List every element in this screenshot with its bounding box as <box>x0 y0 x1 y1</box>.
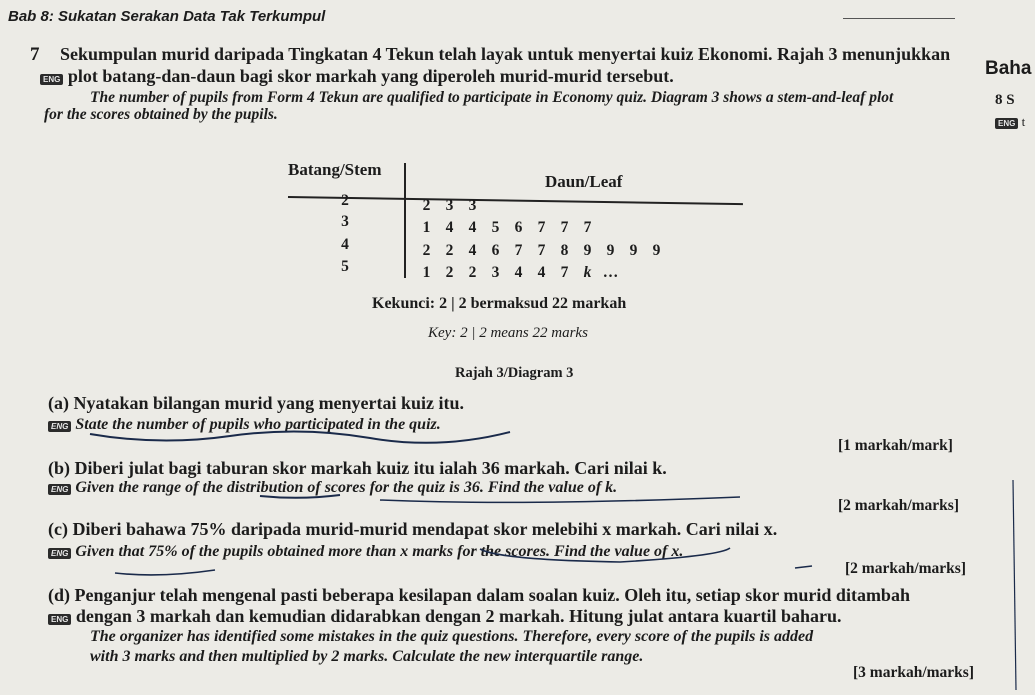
leaf-value: 7 <box>514 242 523 259</box>
stem-header: Batang/Stem <box>288 160 382 179</box>
badge-icon: ENG <box>48 614 71 625</box>
leaf-value: 2 <box>445 264 454 281</box>
part-b-ms: (b) Diberi julat bagi taburan skor markah kuiz itu ialah 36 markah. Cari nilai k. <box>48 458 667 478</box>
leaf-value: 8 <box>560 242 569 259</box>
leaf-value: 1 <box>422 264 431 281</box>
part-c-en: ENG Given that 75% of the pupils obtained more than x marks for the scores. Find the value of x. <box>48 543 683 561</box>
leaf-value: 7 <box>560 219 569 236</box>
question-intro-en: for the scores obtained by the pupils. <box>44 106 278 123</box>
leaf-value: 4 <box>468 219 477 236</box>
leaf-value: 1 <box>422 219 431 236</box>
part-b-marks: [2 markah/marks] <box>838 497 959 514</box>
leaf-value: 5 <box>491 219 500 236</box>
leaf-value: 3 <box>491 264 500 281</box>
leaf-value: 3 <box>468 197 477 214</box>
stem-value: 5 <box>341 258 349 275</box>
leaf-value: 4 <box>537 264 546 281</box>
part-d-en: with 3 marks and then multiplied by 2 marks. Calculate the new interquartile range. <box>90 648 644 665</box>
part-a-ms: (a) Nyatakan bilangan murid yang menyertai kuiz itu. <box>48 393 465 413</box>
leaf-value: 4 <box>514 264 523 281</box>
leaf-value: 3 <box>445 197 454 214</box>
part-c-marks: [2 markah/marks] <box>845 560 966 577</box>
leaf-value: 7 <box>537 219 546 236</box>
leaf-value: 7 <box>537 242 546 259</box>
part-b-en: ENG Given the range of the distribution of scores for the quiz is 36. Find the value of k. <box>48 479 617 497</box>
chapter-title: Bab 8: Sukatan Serakan Data Tak Terkumpul <box>8 8 326 25</box>
right-edge-text: ENG t <box>995 114 1025 130</box>
question-intro-ms: Sekumpulan murid daripada Tingkatan 4 Tekun telah layak untuk menyertai kuiz Ekonomi. Rajah 3 menunjukkan <box>60 44 951 64</box>
part-d-en: The organizer has identified some mistakes in the quiz questions. Therefore, every score of the pupils is added <box>90 628 814 645</box>
leaf-value: 6 <box>514 219 523 236</box>
question-intro-en: The number of pupils from Form 4 Tekun are qualified to participate in Economy quiz. Diagram 3 shows a stem-and-leaf plot <box>90 89 894 106</box>
right-edge-text: 8 S <box>995 92 1015 108</box>
part-a-en: ENG State the number of pupils who participated in the quiz. <box>48 416 441 434</box>
leaf-value: 4 <box>445 219 454 236</box>
diagram-caption: Rajah 3/Diagram 3 <box>455 365 574 381</box>
leaf-value: k <box>583 264 592 281</box>
leaf-value: 2 <box>468 264 477 281</box>
key-en: Key: 2 | 2 means 22 marks <box>428 325 588 341</box>
leaf-value: 2 <box>422 197 431 214</box>
part-d-marks: [3 markah/marks] <box>853 664 974 681</box>
leaf-header: Daun/Leaf <box>545 172 623 191</box>
leaf-value: 2 <box>445 242 454 259</box>
badge-icon: ENG <box>48 484 71 495</box>
badge-icon: ENG <box>48 421 71 432</box>
leaf-value: 4 <box>468 242 477 259</box>
question-number: 7 <box>30 44 40 65</box>
part-c-ms: (c) Diberi bahawa 75% daripada murid-murid mendapat skor melebihi x markah. Cari nilai x. <box>48 519 778 539</box>
leaf-value: 9 <box>606 242 615 259</box>
leaf-value: 7 <box>560 264 569 281</box>
part-d-ms: (d) Penganjur telah mengenal pasti beberapa kesilapan dalam soalan kuiz. Oleh itu, setiap skor murid ditambah <box>48 585 910 605</box>
stem-value: 3 <box>341 213 349 230</box>
leaf-value: 2 <box>422 242 431 259</box>
part-d-ms: ENG dengan 3 markah dan kemudian didarabkan dengan 2 markah. Hitung julat antara kuartil baharu. <box>48 606 842 627</box>
leaf-value: 7 <box>583 219 592 236</box>
stem-value: 4 <box>341 236 349 253</box>
key-ms: Kekunci: 2 | 2 bermaksud 22 markah <box>372 295 627 312</box>
stem-value: 2 <box>341 192 349 209</box>
leaf-value: … <box>602 264 619 281</box>
leaf-value: 9 <box>583 242 592 259</box>
part-a-marks: [1 markah/mark] <box>838 437 953 454</box>
leaf-value: 9 <box>629 242 638 259</box>
badge-icon: ENG <box>40 74 63 85</box>
badge-icon: ENG <box>995 118 1018 129</box>
badge-icon: ENG <box>48 548 71 559</box>
right-edge-text: Baha <box>985 58 1032 79</box>
leaf-value: 6 <box>491 242 500 259</box>
question-intro-ms: ENG plot batang-dan-daun bagi skor markah yang diperoleh murid-murid tersebut. <box>40 66 674 87</box>
leaf-value: 9 <box>652 242 661 259</box>
